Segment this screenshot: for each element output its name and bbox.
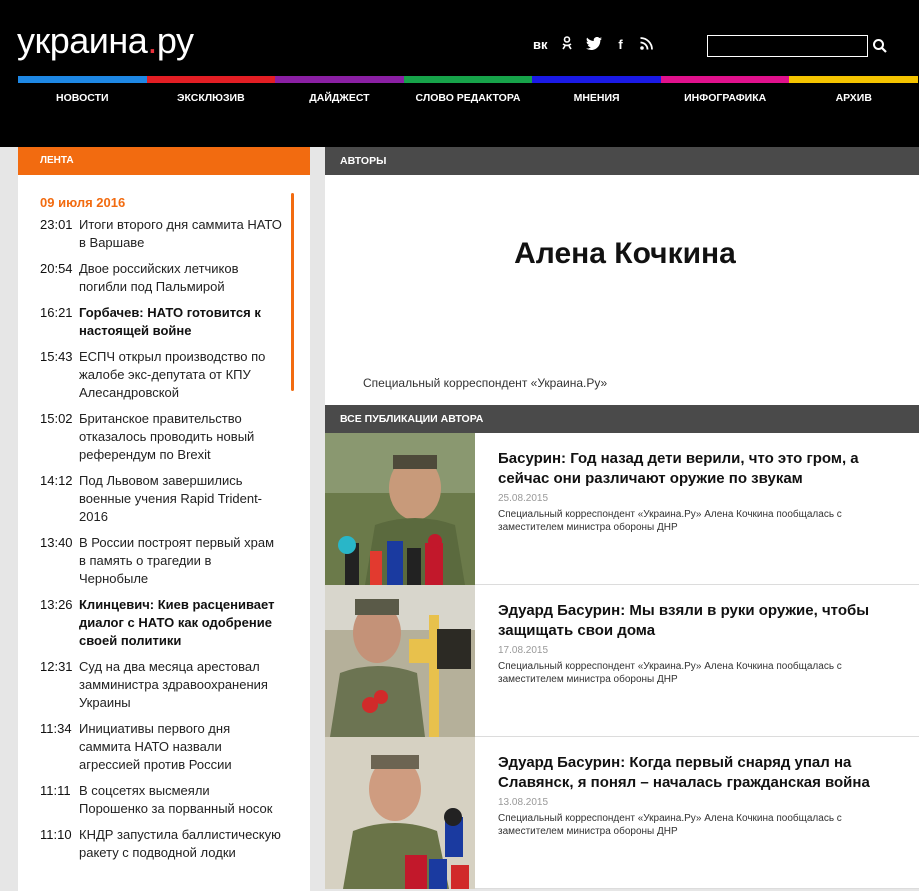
color-bar bbox=[18, 76, 918, 83]
facebook-icon[interactable]: f bbox=[618, 37, 623, 52]
feed-item[interactable] bbox=[40, 596, 282, 650]
logo-tld: ру bbox=[156, 20, 194, 61]
feed-item-title[interactable]: Двое российских летчиков погибли под Пальмирой bbox=[79, 261, 239, 294]
feed-item-title[interactable]: В соцсетях высмеяли Порошенко за порванный носок bbox=[79, 783, 273, 816]
author-name: Алена Кочкина bbox=[514, 237, 736, 270]
search-icon bbox=[872, 38, 888, 54]
nav-item-infographics[interactable]: ИНФОГРАФИКА bbox=[684, 92, 767, 104]
publication-photo[interactable] bbox=[325, 433, 475, 585]
feed-item[interactable] bbox=[40, 658, 282, 712]
odnoklassniki-icon[interactable] bbox=[560, 36, 574, 53]
publication-photo[interactable] bbox=[325, 585, 475, 737]
feed-item[interactable] bbox=[40, 410, 282, 464]
feed-item[interactable] bbox=[40, 720, 282, 774]
publication-photo[interactable] bbox=[325, 737, 475, 889]
feed-item-title[interactable]: Горбачев: НАТО готовится к настоящей войне bbox=[79, 305, 261, 338]
color-bar-segment bbox=[275, 76, 404, 83]
rss-icon[interactable] bbox=[640, 37, 654, 53]
site-logo[interactable] bbox=[17, 20, 193, 62]
author-role: Специальный корреспондент «Украина.Ру» bbox=[363, 376, 608, 390]
color-bar-segment bbox=[18, 76, 147, 83]
twitter-icon[interactable] bbox=[586, 37, 602, 53]
feed-item[interactable] bbox=[40, 782, 282, 818]
feed-item[interactable] bbox=[40, 472, 282, 526]
nav-item-news[interactable]: НОВОСТИ bbox=[56, 92, 109, 104]
feed-item[interactable] bbox=[40, 534, 282, 588]
publication-title[interactable]: Эдуард Басурин: Мы взяли в руки оружие, чтобы защищать свои дома bbox=[498, 602, 870, 639]
feed-item-time: 12:31 bbox=[40, 659, 73, 674]
publication-item[interactable] bbox=[325, 737, 919, 889]
vk-icon[interactable]: вк bbox=[533, 37, 548, 52]
feed-item-title[interactable]: В России построят первый храм в память о трагедии в Чернобыле bbox=[79, 535, 275, 586]
nav-item-exclusive[interactable]: ЭКСКЛЮЗИВ bbox=[177, 92, 245, 104]
feed-item-time: 15:43 bbox=[40, 349, 73, 364]
nav-item-digest[interactable]: ДАЙДЖЕСТ bbox=[309, 92, 370, 104]
feed-item-title[interactable]: Инициативы первого дня саммита НАТО назвали агрессией против России bbox=[79, 721, 232, 772]
feed-item-title[interactable]: КНДР запустила баллистическую ракету с подводной лодки bbox=[79, 827, 281, 860]
feed-item-time: 11:10 bbox=[40, 827, 72, 842]
authors-heading: АВТОРЫ bbox=[325, 147, 919, 175]
publications-section bbox=[325, 405, 919, 433]
publication-item[interactable] bbox=[325, 585, 919, 737]
site-header bbox=[0, 0, 919, 147]
logo-main: украина bbox=[17, 20, 148, 61]
feed-item[interactable] bbox=[40, 216, 282, 252]
feed-item-time: 16:21 bbox=[40, 305, 73, 320]
feed-item-time: 15:02 bbox=[40, 411, 73, 426]
color-bar-segment bbox=[661, 76, 790, 83]
feed-item-title[interactable]: Британское правительство отказалось проводить новый референдум по Brexit bbox=[79, 411, 255, 462]
publication-date: 17.08.2015 bbox=[498, 645, 549, 656]
publication-title[interactable]: Басурин: Год назад дети верили, что это гром, а сейчас они различают оружие по звукам bbox=[498, 450, 859, 487]
feed-date: 09 июля 2016 bbox=[40, 195, 126, 210]
feed-item-time: 14:12 bbox=[40, 473, 73, 488]
publications-list bbox=[325, 433, 919, 889]
author-card bbox=[325, 175, 919, 405]
publication-date: 13.08.2015 bbox=[498, 797, 549, 808]
feed-item-time: 13:40 bbox=[40, 535, 73, 550]
feed-list bbox=[40, 216, 282, 862]
feed-item-title[interactable]: ЕСПЧ открыл производство по жалобе экс-депутата от КПУ Алесандровской bbox=[79, 349, 266, 400]
color-bar-segment bbox=[789, 76, 918, 83]
feed-item-title[interactable]: Под Львовом завершились военные учения Rapid Trident-2016 bbox=[79, 473, 263, 524]
publications-heading: ВСЕ ПУБЛИКАЦИИ АВТОРА bbox=[325, 405, 919, 433]
publication-item[interactable] bbox=[325, 433, 919, 585]
feed-item-time: 11:11 bbox=[40, 783, 71, 798]
author-section bbox=[325, 147, 919, 405]
feed-item-time: 11:34 bbox=[40, 721, 72, 736]
nav-item-archive[interactable]: АРХИВ bbox=[835, 92, 872, 104]
feed-heading: ЛЕНТА bbox=[18, 147, 310, 175]
feed-item-time: 20:54 bbox=[40, 261, 73, 276]
color-bar-segment bbox=[147, 76, 276, 83]
search-input[interactable] bbox=[707, 35, 868, 57]
feed-item[interactable] bbox=[40, 826, 282, 862]
social-links bbox=[533, 36, 654, 53]
logo-dot: . bbox=[147, 20, 157, 61]
color-bar-segment bbox=[532, 76, 661, 83]
search-button[interactable] bbox=[872, 34, 892, 56]
feed-item-title[interactable]: Клинцевич: Киев расценивает диалог с НАТО как одобрение своей политики bbox=[79, 597, 275, 648]
feed-item-time: 23:01 bbox=[40, 217, 73, 232]
color-bar-segment bbox=[404, 76, 533, 83]
news-feed bbox=[18, 147, 310, 891]
publication-description: Специальный корреспондент «Украина.Ру» Алена Кочкина пообщалась с заместителем министра обороны ДНР bbox=[498, 813, 842, 837]
publication-description: Специальный корреспондент «Украина.Ру» Алена Кочкина пообщалась с заместителем министра обороны ДНР bbox=[498, 661, 842, 685]
feed-scrollbar[interactable] bbox=[291, 193, 294, 391]
feed-item[interactable] bbox=[40, 260, 282, 296]
feed-item-title[interactable]: Суд на два месяца арестовал замминистра здравоохранения Украины bbox=[79, 659, 268, 710]
nav-item-opinions[interactable]: МНЕНИЯ bbox=[573, 92, 620, 104]
main-nav bbox=[18, 92, 918, 104]
nav-item-editor-word[interactable]: СЛОВО РЕДАКТОРА bbox=[415, 92, 521, 104]
feed-item-time: 13:26 bbox=[40, 597, 73, 612]
publication-description: Специальный корреспондент «Украина.Ру» Алена Кочкина пообщалась с заместителем министра обороны ДНР bbox=[498, 509, 842, 533]
feed-item-title[interactable]: Итоги второго дня саммита НАТО в Варшаве bbox=[79, 217, 282, 250]
feed-item[interactable] bbox=[40, 348, 282, 402]
publication-title[interactable]: Эдуард Басурин: Когда первый снаряд упал на Славянск, я понял – началась гражданская война bbox=[498, 754, 870, 791]
feed-item[interactable] bbox=[40, 304, 282, 340]
publication-date: 25.08.2015 bbox=[498, 493, 549, 504]
